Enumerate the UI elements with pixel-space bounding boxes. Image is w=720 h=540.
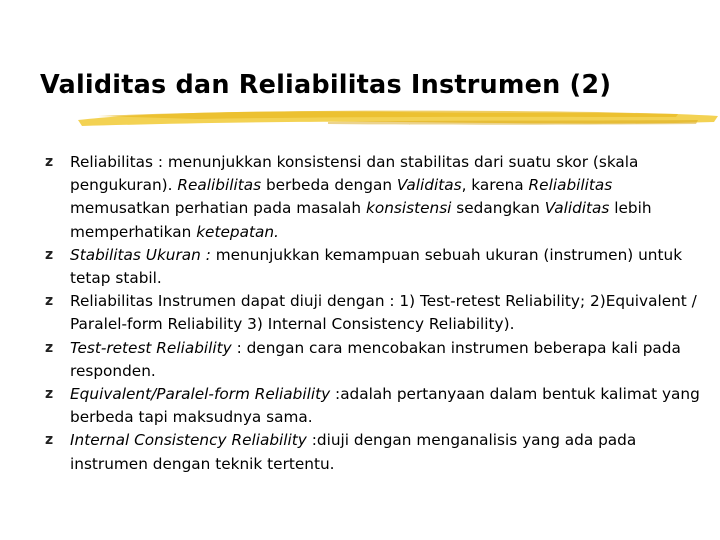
bullet-marker-icon: z [45, 246, 54, 263]
bullet-item [45, 337, 705, 383]
bullet-item [45, 290, 705, 336]
bullet-text: sedangkan [451, 199, 545, 218]
bullet-item [45, 151, 705, 244]
bullet-marker-icon: z [45, 339, 54, 356]
italic-term: Realibilitas [177, 176, 262, 195]
italic-term: Internal Consistency Reliability [70, 431, 307, 450]
slide-title: Validitas dan Reliabilitas Instrumen (2) [40, 70, 612, 100]
bullet-marker-icon: z [45, 293, 54, 310]
bullet-text: lebih memperhatikan [70, 199, 652, 241]
bullet-marker-icon: z [45, 386, 54, 403]
italic-term: Equivalent/Paralel-form Reliability [70, 385, 331, 404]
bullet-text: :adalah pertanyaan dalam bentuk kalimat yang berbeda tapi maksudnya sama. [70, 385, 700, 427]
italic-term: Stabilitas Ukuran : [70, 245, 211, 264]
italic-term: Reliabilitas [528, 176, 613, 195]
italic-term: Test-retest Reliability [70, 338, 232, 357]
bullet-text: memusatkan perhatian pada masalah [70, 199, 366, 218]
italic-term: Validitas [544, 199, 610, 218]
bullet-text: , karena [461, 176, 529, 195]
bullet-text: : dengan cara mencobakan instrumen beberapa kali pada responden. [70, 338, 681, 380]
bullet-item [45, 429, 705, 475]
bullet-text: Reliabilitas Instrumen dapat diuji dengan : 1) Test-retest Reliability; 2)Equivalent / Paralel-form Reliability 3) Internal Consistency Reliability). [70, 292, 697, 334]
title-underline-brush [78, 108, 718, 130]
bullet-text: :diuji dengan menganalisis yang ada pada instrumen dengan teknik tertentu. [70, 431, 637, 473]
bullet-item [45, 383, 705, 429]
bullet-text: : menunjukkan konsistensi dan stabilitas dari suatu skor (skala pengukuran). [70, 153, 639, 195]
italic-term: ketepatan. [196, 222, 279, 241]
bullet-marker-icon: z [45, 432, 54, 449]
italic-term: Validitas [396, 176, 462, 195]
italic-term: konsistensi [366, 199, 452, 218]
bullet-marker-icon: z [45, 154, 54, 170]
bullet-text: Reliabilitas [70, 153, 154, 171]
bullet-text: menunjukkan kemampuan sebuah ukuran (instrumen) untuk tetap stabil. [70, 245, 683, 288]
bullet-item [45, 244, 705, 290]
bullet-text: berbeda dengan [261, 176, 397, 195]
bullet-list [45, 151, 705, 476]
